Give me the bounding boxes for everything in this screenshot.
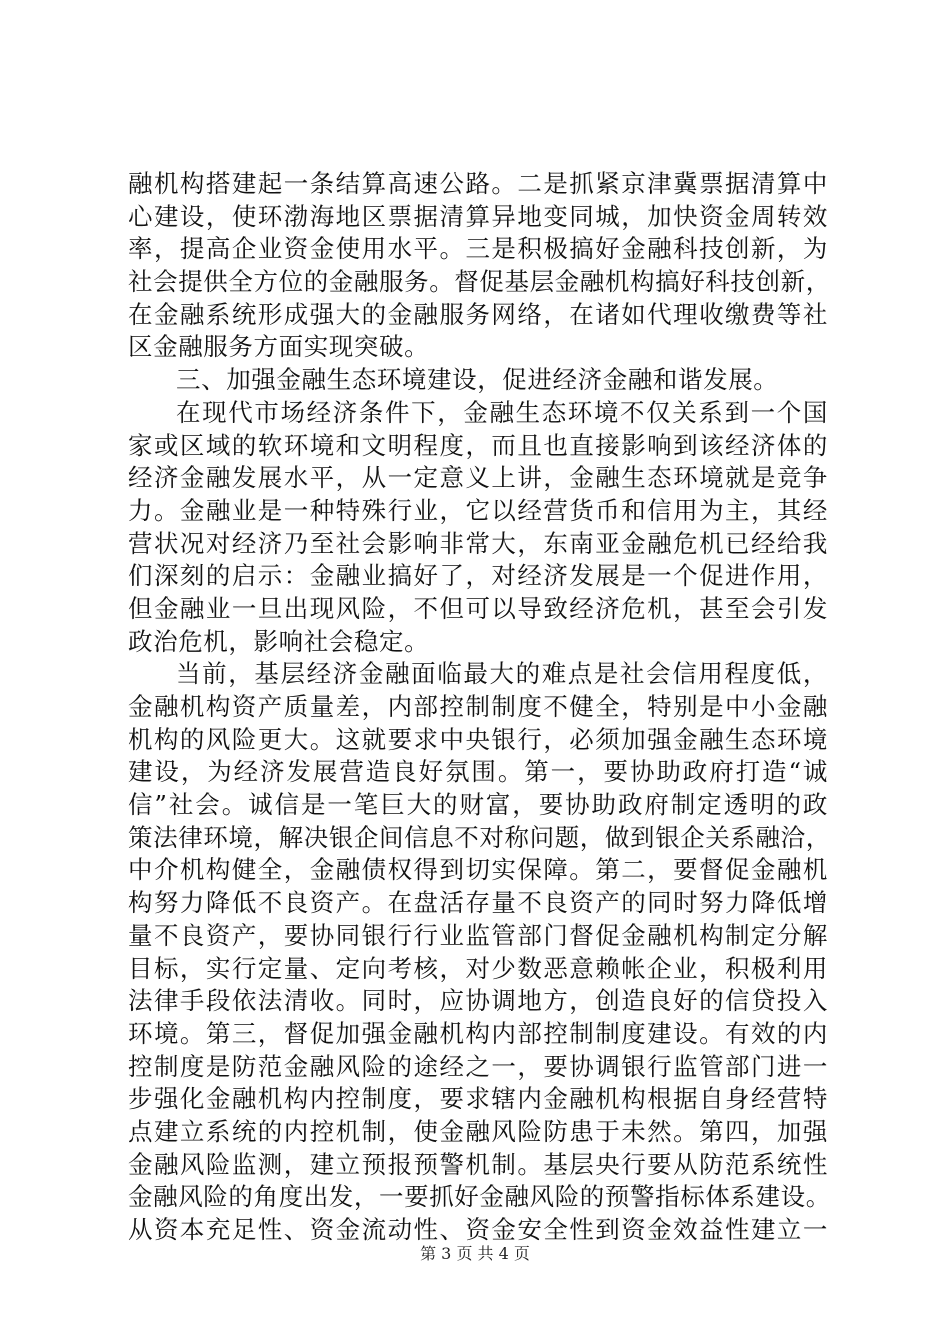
text-line: 经济金融发展水平，从一定意义上讲，金融生态环境就是竞争 [128,463,828,493]
section-heading: 三、加强金融生态环境建设，促进经济金融和谐发展。 [176,365,779,395]
text-line: 融机构搭建起一条结算高速公路。二是抓紧京津冀票据清算中 [128,169,828,198]
text-line: 从资本充足性、资金流动性、资金安全性到资金效益性建立一 [128,1215,828,1244]
text-line: 法律手段依法清收。同时，应协调地方，创造良好的信贷投入 [128,986,828,1016]
text-line: 控制度是防范金融风险的途经之一，要协调银行监管部门进一 [128,1051,828,1081]
text-line: 营状况对经济乃至社会影响非常大，东南亚金融危机已经给我 [128,528,828,558]
text-line: 金融风险的角度出发，一要抓好金融风险的预警指标体系建设。 [128,1182,831,1212]
text-line: 量不良资产，要协同银行行业监管部门督促金融机构制定分解 [128,920,828,950]
text-line: 环境。第三，督促加强金融机构内部控制制度建设。有效的内 [128,1018,828,1048]
text-line: 在现代市场经济条件下，金融生态环境不仅关系到一个国 [176,397,828,427]
text-line: 目标，实行定量、定向考核，对少数恶意赖帐企业，积极利用 [128,953,828,983]
text-line: 机构的风险更大。这就要求中央银行，必须加强金融生态环境 [128,724,828,754]
text-line: 政治危机，影响社会稳定。 [128,626,430,656]
text-line: 率，提高企业资金使用水平。三是积极搞好金融科技创新，为 [128,234,828,264]
text-line: 金融风险监测，建立预报预警机制。基层央行要从防范系统性 [128,1149,828,1179]
text-line: 但金融业一旦出现风险，不但可以导致经济危机，甚至会引发 [128,593,828,623]
text-line: 家或区域的软环境和文明程度，而且也直接影响到该经济体的 [128,430,828,460]
text-line: 心建设，使环渤海地区票据清算异地变同城，加快资金周转效 [128,201,828,231]
document-body [128,168,831,1247]
text-line: 中介机构健全，金融债权得到切实保障。第二，要督促金融机 [128,855,828,885]
text-line: 步强化金融机构内控制度，要求辖内金融机构根据自身经营特 [128,1084,828,1114]
page-number-footer: 第 3 页 共 4 页 [420,1244,530,1263]
text-line: 点建立系统的内控机制，使金融风险防患于未然。第四，加强 [128,1116,828,1146]
text-line: 金融机构资产质量差，内部控制制度不健全，特别是中小金融 [128,692,828,721]
text-line: 策法律环境，解决银企间信息不对称问题，做到银企关系融洽， [128,822,831,852]
text-line: 区金融服务方面实现突破。 [128,332,430,362]
text-line: 构努力降低不良资产。在盘活存量不良资产的同时努力降低增 [128,888,828,918]
text-line: 建设，为经济发展营造良好氛围。第一，要协助政府打造“诚 [128,757,828,787]
text-line: 在金融系统形成强大的金融服务网络，在诸如代理收缴费等社 [128,299,828,329]
text-line: 当前，基层经济金融面临最大的难点是社会信用程度低， [176,659,828,689]
text-line: 们深刻的启示：金融业搞好了，对经济发展是一个促进作用， [128,561,828,591]
text-line: 社会提供全方位的金融服务。督促基层金融机构搞好科技创新， [128,267,831,297]
text-line: 力。金融业是一种特殊行业，它以经营货币和信用为主，其经 [128,495,828,525]
text-line: 信”社会。诚信是一笔巨大的财富，要协助政府制定透明的政 [128,790,828,820]
